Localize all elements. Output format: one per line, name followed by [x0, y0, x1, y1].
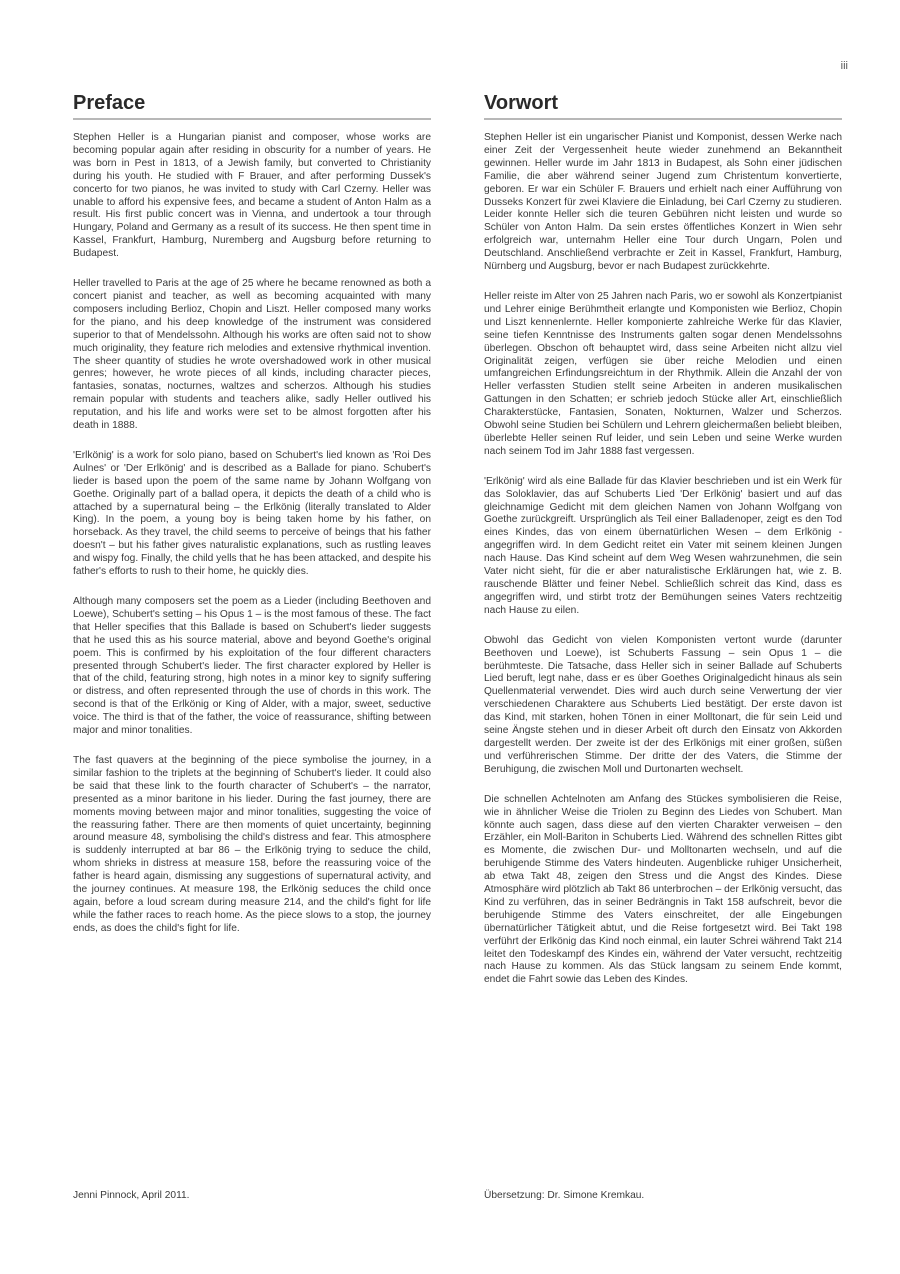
preface-title: Preface	[73, 92, 431, 120]
vorwort-paragraph: Die schnellen Achtelnoten am Anfang des Stückes symbolisieren die Reise, wie in ähnlicher Weise die Triolen zu Beginn des Liedes von Schubert. Man könnte auch sagen, dass diese auf den vierten Charakter verweisen – den Erzähler, ein Moll-Bariton in Schuberts Lied. Während des schnellen Rittes gibt es Momente, die zwischen Dur- und Molltonarten wechseln, und auf die beruhigende Stimme des Vaters hindeuten. Augenblicke ruhiger Unsicherheit, ab etwa Takt 48, zeigen den Stress und die Angst des Kindes. Diese Atmosphäre wird plötzlich ab Takt 86 unterbrochen – der Erlkönig versucht, das Kind zu verführen, das in seiner Bedrängnis in Takt 158 aufschreit, bevor die beruhigende Stimme des Vaters einschreitet, der alle Eingebungen übernatürlicher Tätigkeit abtut, und die Reise fortgesetzt wird. Bei Takt 198 verführt der Erlkönig das Kind noch einmal, ein lauter Schrei während Takt 214 leitet den Todeskampf des Kindes ein, während der Vater versucht, rechtzeitig nach Hause zu kommen. Als das Stück langsam zu seinem Ende kommt, endet die Fahrt sowie das Leben des Kindes.	[484, 793, 842, 986]
preface-paragraph: The fast quavers at the beginning of the piece symbolise the journey, in a similar fashion to the triplets at the beginning of Schubert's lieder. It could also be said that these link to the fourth character of Schubert's – the narrator, presented as a minor baritone in his lieder. During the fast journey, there are moments moving between major and minor tonalities, suggesting the voice of the reassuring father. There are then moments of quiet uncertainty, beginning around measure 48, symbolising the child's distress and fear. This atmosphere is suddenly interrupted at bar 86 – the Erlkönig trying to seduce the child, whom shrieks in distress at measure 158, before the reassuring voice of the father is heard again, dismissing any suggestions of supernatural activity, and the journey continues. At measure 198, the Erlkönig seduces the child once again, before a loud scream during measure 214, and the child's fight for life while the father races to reach home. As the piece slows to a stop, the journey ends, as does the child's fight for life.	[73, 754, 431, 934]
page-number: iii	[840, 60, 848, 72]
vorwort-paragraph: Stephen Heller ist ein ungarischer Pianist und Komponist, dessen Werke nach einer Zeit der Vergessenheit heute wieder zunehmend an Bekanntheit gewinnen. Heller wurde im Jahr 1813 in Budapest, als Sohn einer jüdischen Familie, die aber während seiner Jugend zum Christentum konvertierte, geboren. Er war ein Schüler F. Brauers und erhielt nach einer Aufführung von Dusseks Konzert für zwei Klaviere die Einladung, bei Carl Czerny zu studieren. Leider konnte Heller sich die teuren Gebühren nicht leisten und wurde so Schüler von Anton Halm. Da sein erstes öffentliches Konzert in Wien sehr erfolgreich war, unternahm Heller eine Tour durch Ungarn, Polen und Deutschland. Anschließend verbrachte er Zeit in Kassel, Frankfurt, Hamburg, Nürnberg und Augsburg, bevor er nach Budapest zurückkehrte.	[484, 132, 842, 273]
preface-paragraph: 'Erlkönig' is a work for solo piano, based on Schubert's lied known as 'Roi Des Aulnes' or 'Der Erlkönig' and is described as a Ballade for piano. Schubert's lieder is based upon the poem of the same name by Johann Wolfgang von Goethe. Originally part of a ballad opera, it depicts the death of a child who is attached by a supernatural being – the Erlkönig (literally translated to Alder King). In the poem, a young boy is being taken home by his father, on horseback. As they travel, the child seems to perceive of beings that his father doesn't – but his father gives naturalistic explanations, such as rustling leaves and wispy fog. Finally, the child yells that he has been attacked, and despite his father's efforts to rush to their home, he quickly dies.	[73, 449, 431, 578]
preface-paragraph: Although many composers set the poem as a Lieder (including Beethoven and Loewe), Schubert's setting – his Opus 1 – is the most famous of these. The fact that Heller specifies that this Ballade is based on Schubert's lieder suggests that he used this as his source material, above and beyond Goethe's original poem. This is confirmed by his exploitation of the four different characters presented through Schubert's lieder. The first character explored by Heller is that of the child, featuring strong, high notes in a minor key to signify suffering or distress, and often represented through the use of chords in this work. The second is that of the Erlkönig or King of Alder, with a major, sweet, seductive voice. The third is that of the father, the voice of reassurance, shifting between major and minor tonalities.	[73, 596, 431, 737]
vorwort-paragraph: Heller reiste im Alter von 25 Jahren nach Paris, wo er sowohl als Konzertpianist und Lehrer einige Berühmtheit erlangte und Komponisten wie Berlioz, Chopin und Liszt kennenlernte. Heller komponierte zahlreiche Werke für das Klavier, seine tiefen Kenntnisse des Instruments galten sogar denen Mendelssohns überlegen. Obschon oft behauptet wird, dass seine Arbeiten nicht allzu viel Originalität zeigen, verfügen sie über reiche Melodien und einen umfangreichen Erfindungsreichtum in der Rhythmik. Allein die Anzahl der von Heller verfassten Studien stellt seine Arbeiten in anderen musikalischen Gattungen in den Schatten; er schrieb jedoch Stücke aller Art, einschließlich Charakterstücke, Fantasien, Sonaten, Nokturnen, Walzer und Scherzos. Obwohl seine Studien bei Schülern und Lehrern gleichermaßen beliebt bleiben, überlebte Heller seinen Ruf leider, und sein Leben und seine Werke wurden nach seinem Tod im Jahr 1888 fast vergessen.	[484, 290, 842, 457]
preface-paragraph: Stephen Heller is a Hungarian pianist and composer, whose works are becoming popular again after residing in obscurity for a number of years. He was born in Pest in 1813, of a Jewish family, but converted to Christianity during his youth. He studied with F Brauer, and after performing Dussek's concerto for two pianos, he was invited to study with Carl Czerny. Heller was unable to afford his expensive fees, and became a student of Anton Halm as a result. His first public concert was in Vienna, and undertook a tour through Hungary, Poland and Germany as a result of its success. He then spent time in Kassel, Frankfurt, Hamburg, Nuremberg and Augsburg before returning to Budapest.	[73, 132, 431, 260]
vorwort-column	[484, 92, 842, 1004]
preface-credit: Jenni Pinnock, April 2011.	[73, 1190, 190, 1201]
vorwort-paragraph: 'Erlkönig' wird als eine Ballade für das Klavier beschrieben und ist ein Werk für das Soloklavier, das auf Schuberts Lied 'Der Erlkönig' basiert und auf das gleichnamige Gedicht mit dem gleichen Namen von Johann Wolfgang von Goethe zurückgreift. Ursprünglich als Teil einer Balladenoper, zeigt es den Tod eines Kindes, das von einem übernatürlichen Wesen – dem Erlkönig - angegriffen wird. In dem Gedicht reitet ein Vater mit seinem kleinen Jungen nach Hause. Das Kind scheint auf dem Weg Wesen wahrzunehmen, die sein Vater nicht sieht, für die er aber naturalistische Erklärungen hat, wie z. B. rauschende Blätter und feiner Nebel. Schließlich schreit das Kind, dass es angegriffen wird, und stirbt trotz der Bemühungen seines Vaters rechtzeitig nach Hause zu eilen.	[484, 475, 842, 616]
preface-paragraph: Heller travelled to Paris at the age of 25 where he became renowned as both a concert pianist and teacher, as well as becoming acquainted with many composers including Berlioz, Chopin and Liszt. Heller composed many works for the piano, and his deep knowledge of the instrument was considered superior to that of Mendelssohn. Although his works are often said not to show much originality, they feature rich melodies and extensive rhythmical invention. The sheer quantity of studies he wrote overshadowed work in other musical genres; however, he wrote pieces of all kinds, including character pieces, fantasies, sonatas, nocturnes, waltzes and scherzos. Although his studies remain popular with students and teachers alike, sadly Heller outlived his reputation, and his life and works were set to be almost forgotten after his death in 1888.	[73, 278, 431, 432]
preface-body	[73, 132, 431, 936]
preface-column	[73, 92, 431, 953]
vorwort-credit: Übersetzung: Dr. Simone Kremkau.	[484, 1190, 645, 1201]
vorwort-title: Vorwort	[484, 92, 842, 120]
vorwort-paragraph: Obwohl das Gedicht von vielen Komponisten vertont wurde (darunter Beethoven und Loewe), ist Schuberts Fassung – sein Opus 1 – die berühmteste. Die Tatsache, dass Heller sich in seiner Ballade auf Schuberts Lied beruft, legt nahe, dass er es über Goethes Originalgedicht hinaus als sein Quellenmaterial verwendet. Dies wird auch durch seine Verwertung der vier verschiedenen Charaktere aus Schuberts Lied bestätigt. Der erste davon ist das Kind, mit starken, hohen Tönen in einer Molltonart, die für sein Leid und seine Ängste stehen und in dieser Arbeit oft durch den Einsatz von Akkorden dargestellt werden. Der zweite ist der des Erlkönigs mit einer großen, süßen und verführerischen Stimme. Der dritte der des Vaters, die Stimme der Beruhigung, die zwischen Moll und Durtonarten wechselt.	[484, 634, 842, 775]
vorwort-body	[484, 132, 842, 987]
